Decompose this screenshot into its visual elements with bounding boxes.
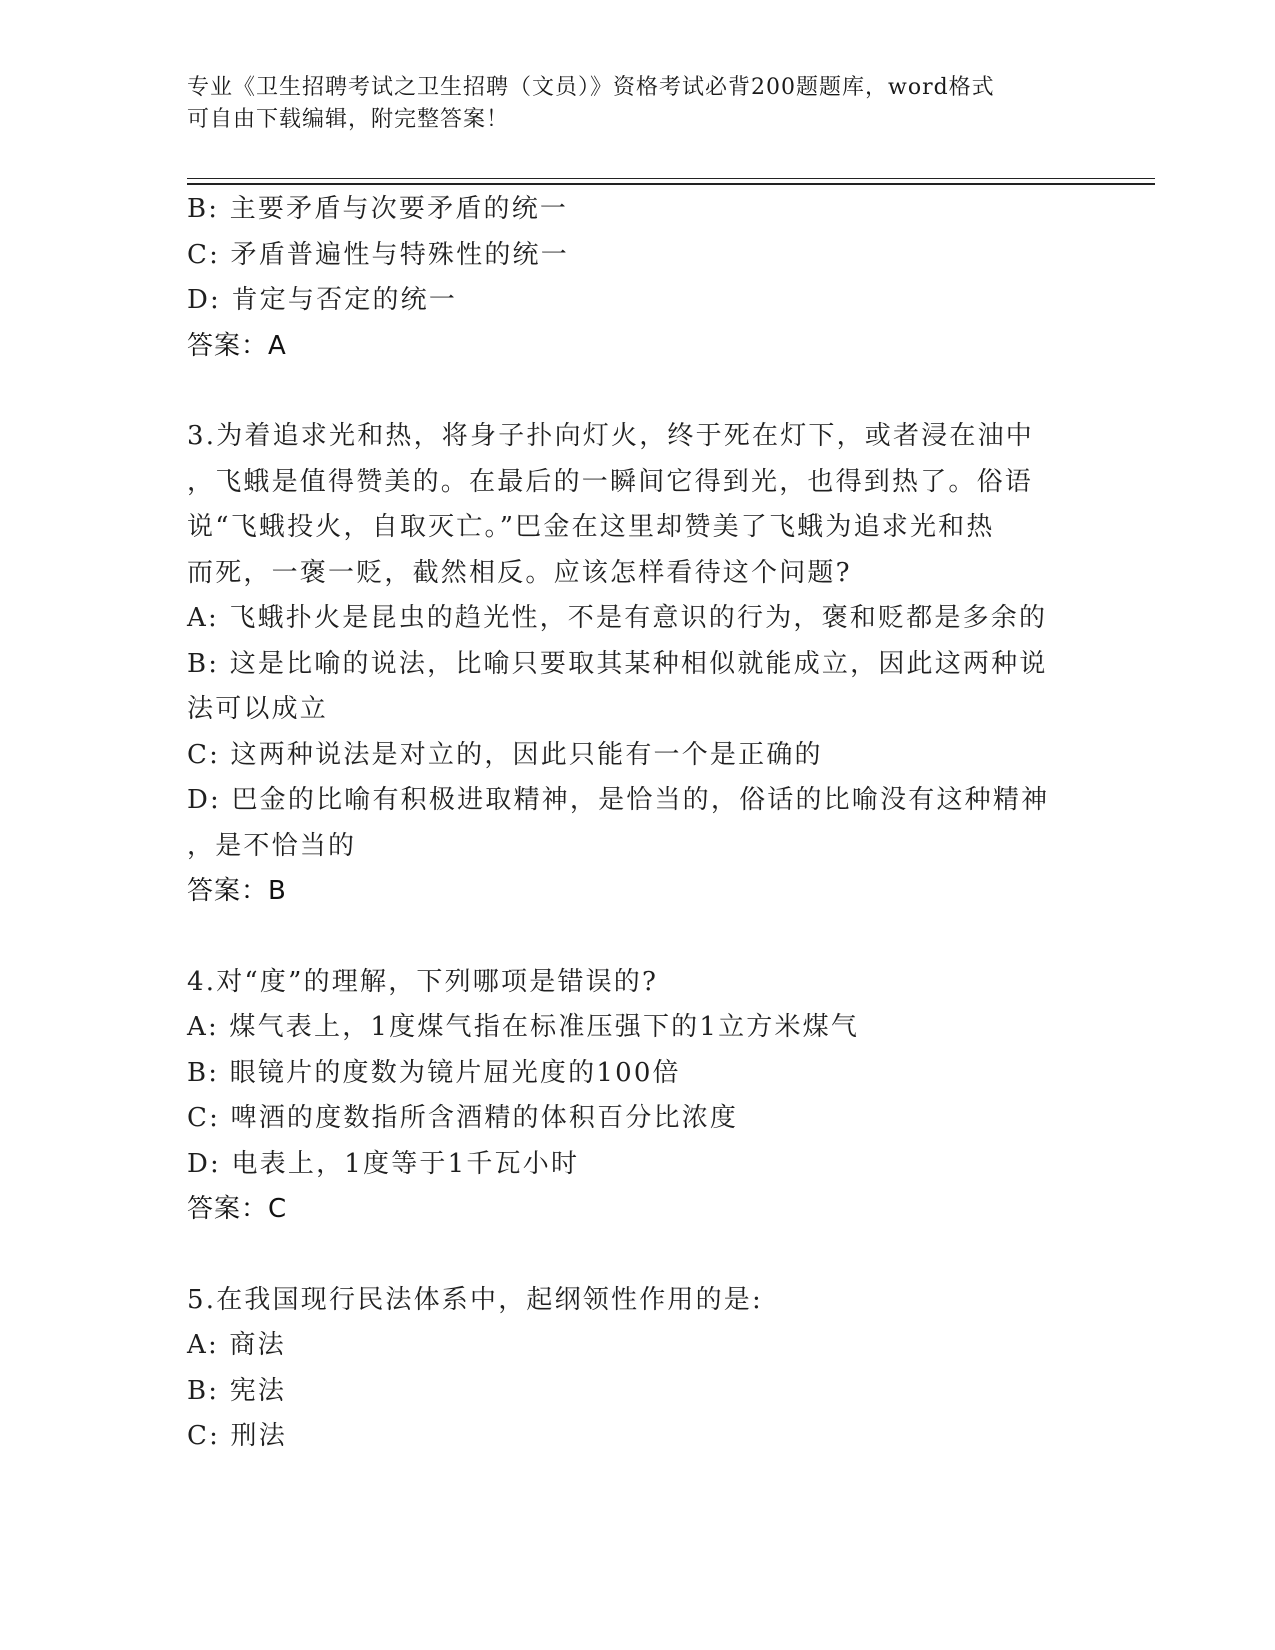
option-b: B: 眼镜片的度数为镜片屈光度的100倍 <box>187 1057 681 1088</box>
option-b-continued: 法可以成立 <box>187 694 329 724</box>
option-c: C: 矛盾普遍性与特殊性的统一 <box>187 239 569 270</box>
question-5 <box>187 1278 1087 1460</box>
question-2-tail <box>187 187 1087 369</box>
question-stem: 而死，一褒一贬，截然相反。应该怎样看待这个问题? <box>187 557 852 588</box>
spacer <box>187 369 1087 414</box>
question-stem: 4.对“度”的理解，下列哪项是错误的? <box>187 966 659 997</box>
question-stem: 5.在我国现行民法体系中，起纲领性作用的是: <box>187 1284 763 1315</box>
question-3 <box>187 414 1087 915</box>
question-stem: 说“飞蛾投火，自取灭亡。”巴金在这里却赞美了飞蛾为追求光和热 <box>187 512 995 542</box>
option-a: A: 飞蛾扑火是昆虫的趋光性，不是有意识的行为，褒和贬都是多余的 <box>187 603 1048 633</box>
header-rule-thin <box>187 178 1155 179</box>
header-line-1: 专业《卫生招聘考试之卫生招聘（文员）》资格考试必背200题题库，word格式 <box>187 75 995 100</box>
spacer <box>187 1233 1087 1278</box>
option-d: D: 肯定与否定的统一 <box>187 285 458 315</box>
option-b: B: 这是比喻的说法，比喻只要取其某种相似就能成立，因此这两种说 <box>187 648 1048 679</box>
header-line-2: 可自由下载编辑，附完整答案！ <box>187 107 510 132</box>
spacer <box>187 915 1087 960</box>
option-a: A: 商法 <box>187 1330 286 1360</box>
answer-line: 答案：A <box>187 330 287 361</box>
question-4 <box>187 960 1087 1233</box>
answer-line: 答案：C <box>187 1194 288 1224</box>
option-b: B: 宪法 <box>187 1375 287 1406</box>
answer-line: 答案：B <box>187 876 287 906</box>
option-a: A: 煤气表上，1度煤气指在标准压强下的1立方米煤气 <box>187 1012 860 1042</box>
option-c: C: 啤酒的度数指所含酒精的体积百分比浓度 <box>187 1103 739 1133</box>
document-header <box>187 72 1067 136</box>
header-rule-thick <box>187 183 1155 185</box>
option-b: B: 主要矛盾与次要矛盾的统一 <box>187 194 569 224</box>
option-d: D: 巴金的比喻有积极进取精神，是恰当的，俗话的比喻没有这种精神 <box>187 785 1050 815</box>
question-stem: ，飞蛾是值得赞美的。在最后的一瞬间它得到光，也得到热了。俗语 <box>187 466 1034 497</box>
question-content <box>187 187 1087 1460</box>
question-stem: 3.为着追求光和热，将身子扑向灯火，终于死在灯下，或者浸在油中 <box>187 421 1035 451</box>
option-d: D: 电表上，1度等于1千瓦小时 <box>187 1148 580 1179</box>
option-d-continued: ，是不恰当的 <box>187 830 357 861</box>
option-c: C: 刑法 <box>187 1421 287 1451</box>
option-c: C: 这两种说法是对立的，因此只能有一个是正确的 <box>187 739 823 770</box>
